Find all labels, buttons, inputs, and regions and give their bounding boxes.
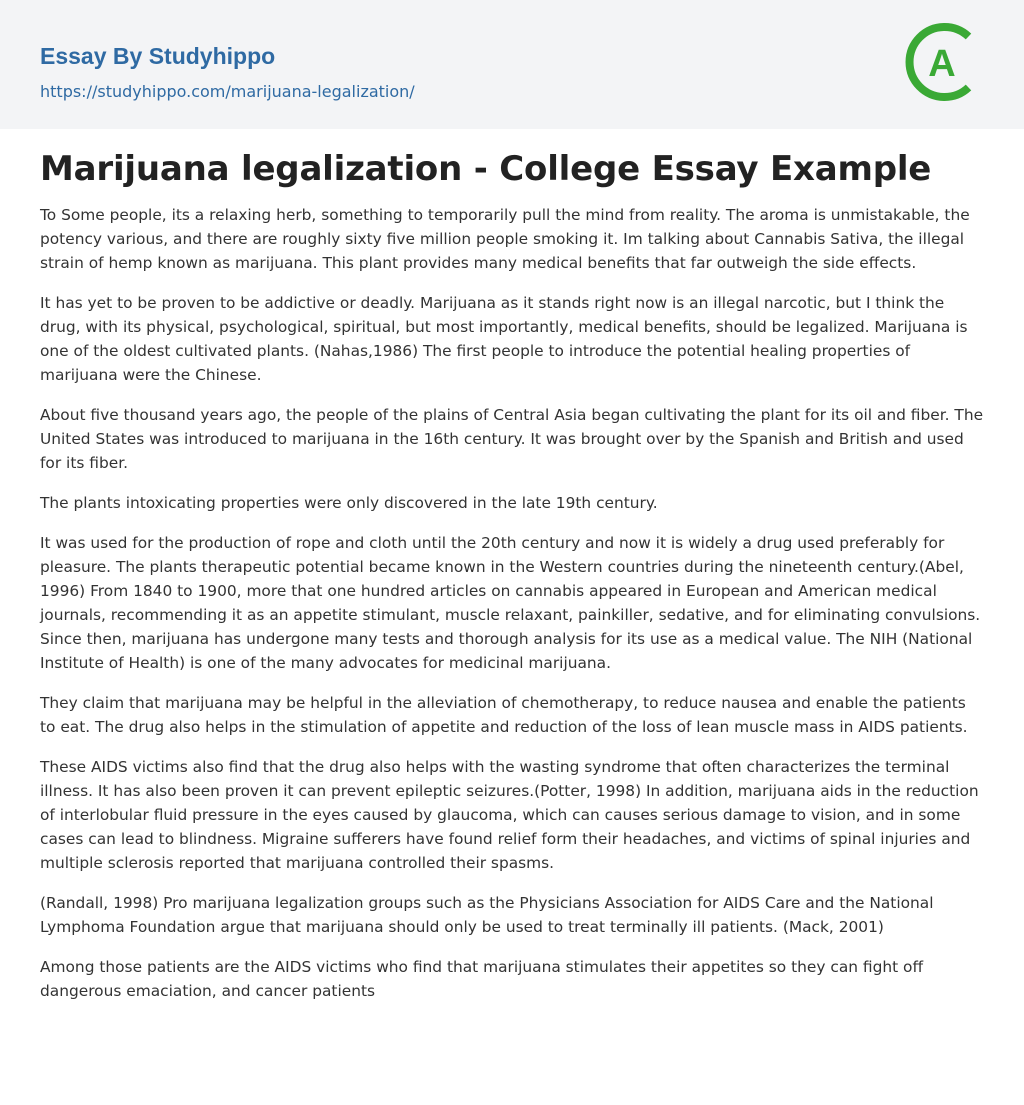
site-header	[0, 0, 1024, 129]
essay-title: Marijuana legalization - College Essay Example	[40, 149, 932, 189]
essay-paragraph: They claim that marijuana may be helpful in the alleviation of chemotherapy, to reduce nausea and enable the patients to eat. The drug also helps in the stimulation of appetite and reduction of the loss of lean muscle mass in AIDS patients.	[40, 694, 968, 736]
essay-paragraph: The plants intoxicating properties were only discovered in the late 19th century.	[40, 494, 658, 512]
essay-paragraph: These AIDS victims also find that the drug also helps with the wasting syndrome that often characterizes the terminal illness. It has also been proven it can prevent epileptic seizures.(Potter, 1998) In addition, marijuana aids in the reduction of interlobular fluid pressure in the eyes caused by glaucoma, which can causes serious damage to vision, and in some cases can lead to blindness. Migraine sufferers have found relief form their headaches, and victims of spinal injuries and multiple sclerosis reported that marijuana controlled their spasms.	[40, 758, 979, 872]
essay-paragraph: To Some people, its a relaxing herb, something to temporarily pull the mind from reality. The aroma is unmistakable, the potency various, and there are roughly sixty five million people smoking it. Im talking about Cannabis Sativa, the illegal strain of hemp known as marijuana. This plant provides many medical benefits that far outweigh the side effects.	[40, 206, 970, 272]
logo-letter: A	[928, 43, 956, 85]
essay-content	[0, 149, 1024, 1003]
brand-title: Essay By Studyhippo	[40, 43, 276, 69]
source-url-link[interactable]: https://studyhippo.com/marijuana-legalization/	[40, 82, 415, 101]
essay-paragraph: Among those patients are the AIDS victims who find that marijuana stimulates their appetites so they can fight off dangerous emaciation, and cancer patients	[40, 958, 924, 1000]
essay-paragraph: About five thousand years ago, the people of the plains of Central Asia began cultivating the plant for its oil and fiber. The United States was introduced to marijuana in the 16th century. It was brought over by the Spanish and British and used for its fiber.	[40, 406, 984, 472]
essay-paragraph: It was used for the production of rope and cloth until the 20th century and now it is widely a drug used preferably for pleasure. The plants therapeutic potential became known in the Western countries during the nineteenth century.(Abel, 1996) From 1840 to 1900, more that one hundred articles on cannabis appeared in European and American medical journals, recommending it as an appetite stimulant, muscle relaxant, painkiller, sedative, and for eliminating convulsions. Since then, marijuana has undergone many tests and thorough analysis for its use as a medical value. The NIH (National Institute of Health) is one of the many advocates for medicinal marijuana.	[40, 534, 981, 672]
essay-paragraph: It has yet to be proven to be addictive or deadly. Marijuana as it stands right now is an illegal narcotic, but I think the drug, with its physical, psychological, spiritual, but most importantly, medical benefits, should be legalized. Marijuana is one of the oldest cultivated plants. (Nahas,1986) The first people to introduce the potential healing properties of marijuana were the Chinese.	[40, 294, 968, 384]
studyhippo-logo-icon[interactable]	[900, 20, 984, 104]
essay-paragraph: (Randall, 1998) Pro marijuana legalization groups such as the Physicians Association for AIDS Care and the National Lymphoma Foundation argue that marijuana should only be used to treat terminally ill patients. (Mack, 2001)	[40, 894, 934, 936]
